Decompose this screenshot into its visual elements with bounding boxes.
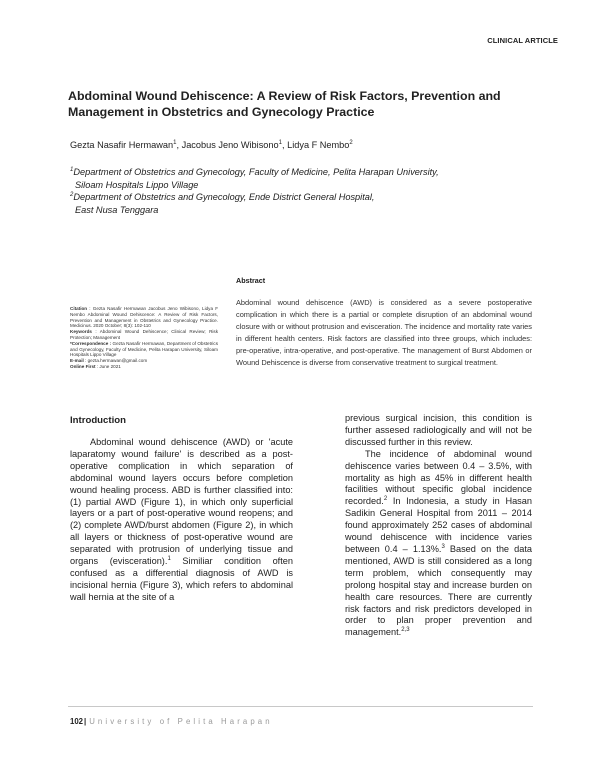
online-first-entry [70,364,218,370]
author-name: Jacobus Jeno Wibisono [181,140,279,150]
citation-label: Citation [70,306,88,311]
keywords-label: Keywords [70,329,92,335]
author-separator: , [281,140,288,150]
article-metadata [70,306,218,370]
reference-mark: 3 [441,543,445,550]
body-text: Abdominal wound dehiscence (AWD) or 'acute laparatomy wound failure' is described as a post-operative complication in which separation of abdominal wound layers occurs before completion wound healing process. ABD is further classified into: (1) partial AWD (Figure 1), in which only superficial layers or a part of post-operative wound reopens; and (2) complete AWD/burst abdomen (Figure 2), in which all layers or thickness of post-operative wound are separated with protrusion of underlying tissue and organs (evisceration). [70,437,293,567]
affiliation-mark: 1 [70,166,74,173]
abstract-heading: Abstract [236,276,266,285]
page-number: 102 [70,717,84,726]
author-affiliation-mark: 1 [173,139,177,146]
footer-divider [68,706,533,707]
article-title: Abdominal Wound Dehiscence: A Review of Risk Factors, Prevention and Management in Obstetrics and Gynecology Practice [68,89,501,119]
online-first-text: : June 2021 [96,363,121,369]
article-category: CLINICAL ARTICLE [487,36,558,45]
body-column-right [345,413,532,639]
reference-mark: 2 [383,496,388,503]
affiliation-line [70,166,540,179]
reference-mark: 2,3 [401,627,410,634]
affiliation-line: East Nusa Tenggara [75,204,159,215]
correspondence-entry [70,341,218,358]
affiliation-line: Siloam Hospitals Lippo Village [75,179,199,190]
author-name: Lidya F Nembo [287,140,350,150]
body-text: Based on the data mentioned, AWD is still considered as a long term problem, which consequently may prolong hospital stay and increase burden on health care resources. There are currently risk factors and risk predictors developed in order to plan proper prevention and management. [345,543,532,638]
reference-mark: 1 [167,556,171,562]
publisher-name: University of Pelita Harapan [89,717,273,726]
correspondence-text: Gezta Nasafir Hermawan, Department of Obstetrics and Gynecology, Faculty of Medicine, Pelita Harapan University, Siloam Hospitals Lippo Village [70,340,218,358]
email-text[interactable]: : gezta.hermawan@gmail.com [85,358,148,364]
body-text: Similiar condition often confused as a differential diagnosis of AWD is incisional hernia (Figure 3), which refers to abdominal wall hernia at the site of a [70,556,294,602]
author-affiliation-mark: 1 [278,139,282,146]
correspondence-label: *Correspondence : [70,340,112,346]
author-affiliation-mark: 2 [349,139,353,146]
page-footer [70,717,273,726]
keywords-text: : Abdominal Wound Dehiscence; Clinical Review; Risk Protection; Management [70,329,218,340]
citation-entry [70,306,218,329]
body-paragraph [345,449,532,640]
abstract-text: Abdominal wound dehiscence (AWD) is considered as a severe postoperative complication in which there is a partial or complete disruption of an abdominal wound closure with or without protrusion and evisceration. The incidence and mortality rate varies in different health centers. Risk factors are classified into three groups, which includes: pre-operative, intra-operative, and post-operative. The management of Burst Abdomen or Wound Dehiscence is diverse from conservative treatment to surgical treatment. [236,298,532,367]
body-paragraph [70,437,293,604]
author-list [70,140,353,150]
body-text: The incidence of abdominal wound dehiscence varies between 0.4 – 3.5%, with mortality as high as 45% in different health facilities without specific global incidence recorded. [345,448,532,507]
affiliation-text: Department of Obstetrics and Gynecology, Faculty of Medicine, Pelita Harapan University, [73,167,439,177]
keywords-entry [70,329,218,341]
citation-journal: Medicinus. 2020 October; 8(3): 102-110 [70,323,151,329]
body-column-left [70,437,293,604]
affiliation-mark: 2 [70,192,74,199]
body-paragraph: previous surgical incision, this condition is further assesed radiologically and will not be discussed further in this review. [345,413,532,447]
affiliation-line [70,191,540,204]
affiliation-text: Department of Obstetrics and Gynecology, Ende District General Hospital, [73,192,375,203]
online-first-label: Online First [70,363,96,369]
email-label: E-mail [70,358,84,364]
body-text: In Indonesia, a study in Hasan Sadikin General Hospital from 2011 – 2014 found approximately 252 cases of abdominal wound dehiscence with incidence varies between 0.4 – 1.13%. [345,496,532,554]
footer-separator: | [84,717,87,726]
author-name: Gezta Nasafir Hermawan [70,140,174,150]
affiliations [70,166,540,216]
introduction-heading: Introduction [70,415,126,426]
author-separator: , [176,140,182,150]
citation-text: : Gezta Nasafir Hermawan Jacobus Jeno Wibisono, Lidya F Nembo Abdominal Wound Dehiscence: A Review of Risk Factors, Prevention and Management in Obstetrics and Gynecology Practice. [70,306,218,323]
